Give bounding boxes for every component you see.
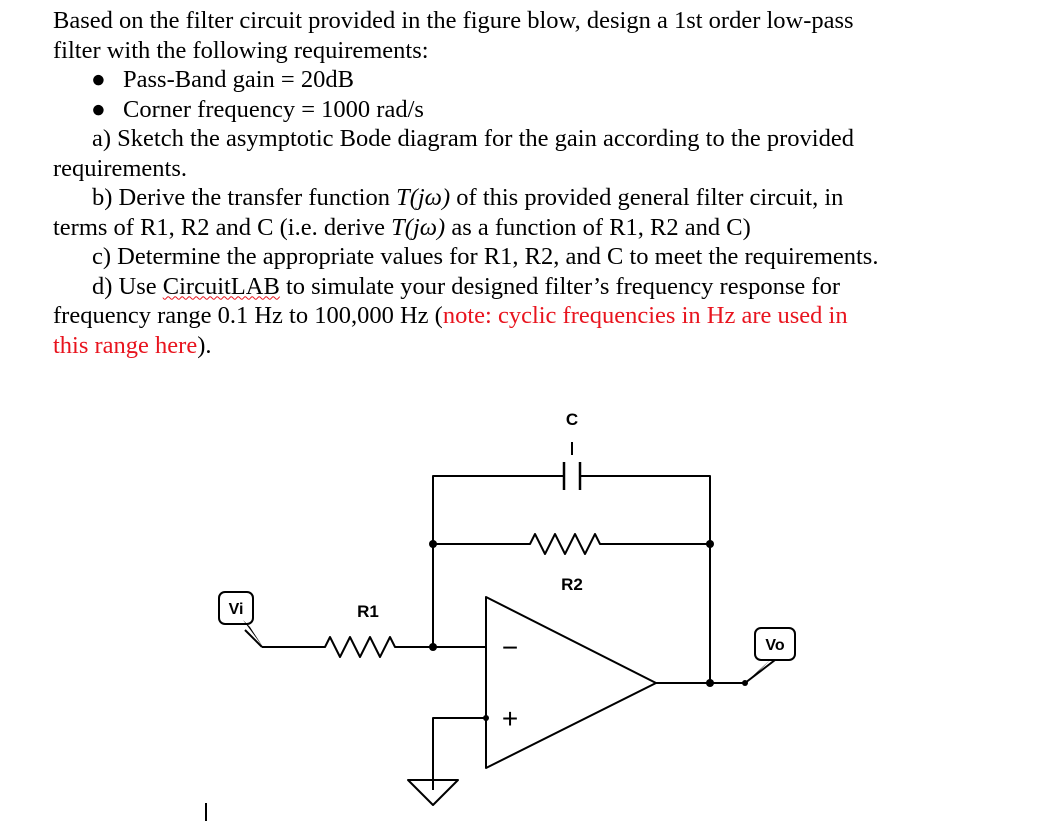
part-b-cont: terms of R1, R2 and C (i.e. derive T(jω) as a function of R1, R2 and C) <box>53 213 751 241</box>
junction-dot <box>706 679 714 687</box>
noninverting-input-sign: + <box>501 703 519 734</box>
label-c: C <box>565 410 579 429</box>
inverting-input-sign: − <box>501 632 519 663</box>
label-r2: R2 <box>561 575 583 594</box>
requirement-item: ● Pass-Band gain = 20dB <box>91 66 354 93</box>
part-d-cont: this range here). <box>53 331 212 359</box>
part-b: b) Derive the transfer function T(jω) of this provided general filter circuit, in <box>92 184 844 211</box>
text-cursor <box>205 803 207 821</box>
label-r1: R1 <box>357 602 379 621</box>
junction-dot <box>483 715 489 721</box>
junction-dot <box>429 643 437 651</box>
resistor-r1 <box>262 637 433 657</box>
junction-dot <box>429 540 437 548</box>
transfer-function: T(jω) <box>391 213 446 241</box>
wire <box>433 476 564 642</box>
part-c: c) Determine the appropriate values for R1, R2, and C to meet the requirements. <box>92 243 879 270</box>
part-a: a) Sketch the asymptotic Bode diagram for the gain according to the provided <box>92 125 854 152</box>
wire <box>580 476 710 683</box>
transfer-function: T(jω) <box>396 184 451 211</box>
bullet-icon: ● <box>91 95 106 123</box>
intro-line: filter with the following requirements: <box>53 36 429 64</box>
note-text: this range here <box>53 331 198 359</box>
note-text: note: cyclic frequencies in Hz are used in <box>442 302 848 329</box>
label-vi: Vi <box>228 601 244 618</box>
bullet-icon: ● <box>91 66 106 93</box>
intro-line: Based on the filter circuit provided in the figure blow, design a 1st order low-pass <box>53 7 854 34</box>
resistor-r2 <box>433 534 710 554</box>
op-amp <box>486 597 656 768</box>
part-d: d) Use CircuitLAB to simulate your designed filter’s frequency response for <box>92 272 840 300</box>
vi-probe-tip <box>243 620 263 647</box>
part-d-cont: frequency range 0.1 Hz to 100,000 Hz (note: cyclic frequencies in Hz are used in <box>53 302 848 329</box>
junction-dot <box>706 540 714 548</box>
circuitlab-link[interactable]: CircuitLAB <box>162 272 280 300</box>
part-a-cont: requirements. <box>53 154 188 182</box>
requirement-item: ● Corner frequency = 1000 rad/s <box>91 95 424 123</box>
label-vo: Vo <box>765 637 785 654</box>
